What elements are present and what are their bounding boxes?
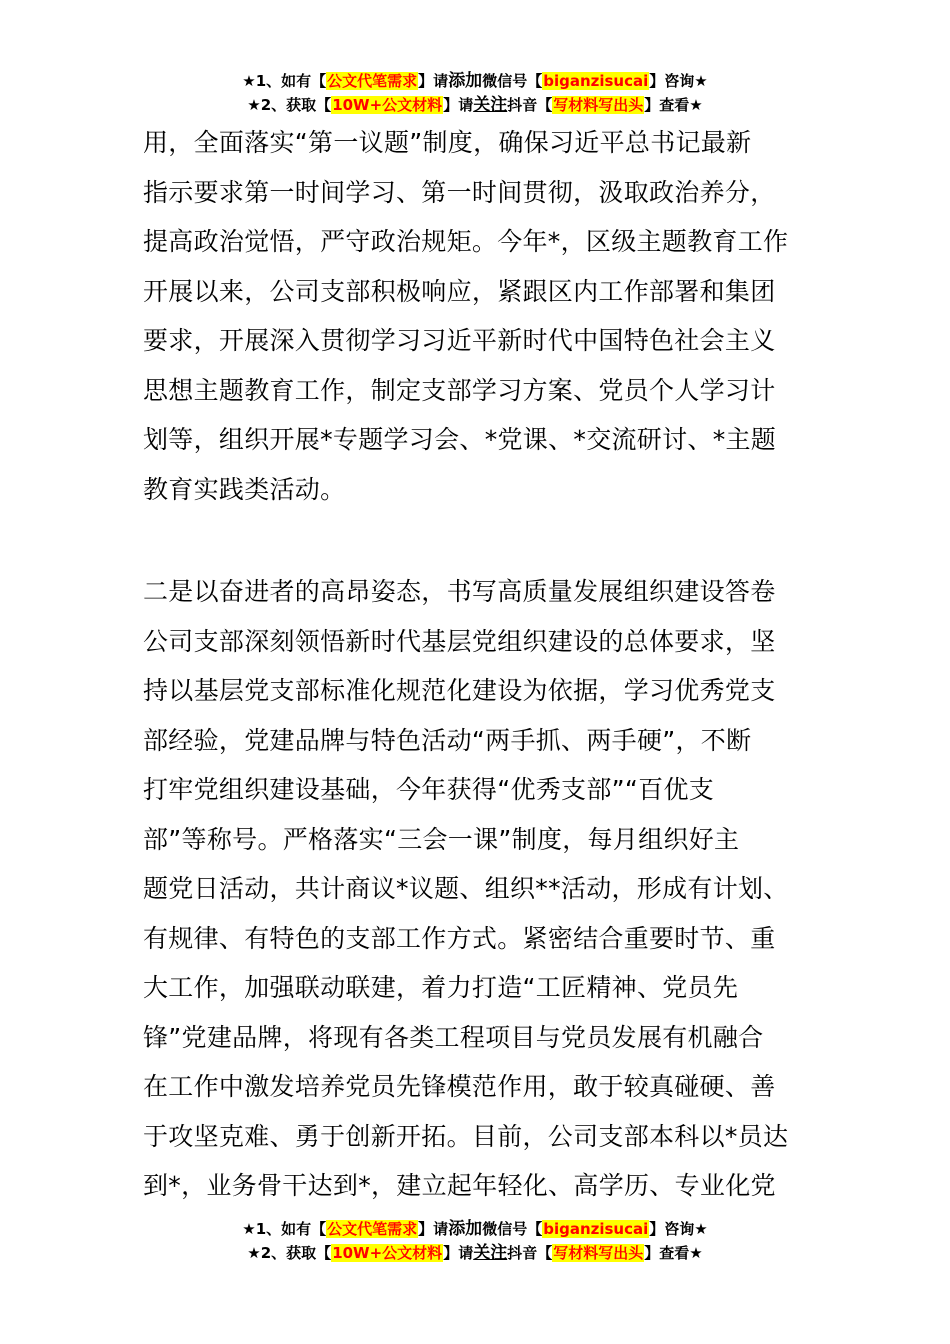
footer-banner-line-1	[0, 1218, 950, 1242]
text-line: 提高政治觉悟，严守政治规矩。今年*，区级主题教育工作	[143, 227, 789, 256]
text-line: 开展以来，公司支部积极响应，紧跟区内工作部署和集团	[143, 276, 776, 306]
footer-line-2-prefix: ★2、获取【	[247, 1244, 332, 1262]
footer-highlight-douyin-id: 写材料写出头	[553, 1244, 644, 1262]
text-line: 大工作，加强联动联建，着力打造“工匠精神、党员先	[143, 973, 739, 1002]
footer-line-2-middle2: 抖音【	[507, 1244, 553, 1262]
banner-line-1-middle2: 微信号【	[482, 72, 543, 90]
footer-line-1-emph: 添加	[448, 1219, 483, 1239]
banner-highlight-douyin-id: 写材料写出头	[553, 96, 644, 114]
text-line: 持以基层党支部标准化规范化建设为依据，学习优秀党支	[143, 676, 776, 705]
paragraph-2	[143, 567, 811, 1211]
footer-line-2-middle: 】请	[443, 1244, 474, 1262]
footer-line-2-suffix: 】查看★	[644, 1244, 703, 1262]
banner-line-2-suffix: 】查看★	[644, 96, 703, 114]
text-line: 指示要求第一时间学习、第一时间贯彻，汲取政治养分，	[143, 177, 776, 207]
banner-line-1-emph: 添加	[448, 71, 483, 91]
banner-line-1-middle: 】请	[418, 72, 449, 90]
text-line: 题党日活动，共计商议*议题、组织**活动，形成有计划、	[143, 874, 789, 903]
banner-highlight-service: 公文代笔需求	[327, 72, 418, 90]
text-line: 划等，组织开展*专题学习会、*党课、*交流研讨、*主题	[143, 425, 777, 454]
footer-line-1-middle2: 微信号【	[482, 1220, 543, 1238]
footer-line-1-suffix: 】咨询★	[649, 1220, 708, 1238]
paragraph-1	[143, 118, 811, 514]
text-line: 用，全面落实“第一议题”制度，确保习近平总书记最新	[143, 128, 752, 157]
footer-line-2-emph: 关注	[473, 1243, 508, 1263]
text-line: 锋”党建品牌，将现有各类工程项目与党员发展有机融合	[143, 1022, 764, 1052]
text-line: 于攻坚克难、勇于创新开拓。目前，公司支部本科以*员达	[143, 1121, 789, 1151]
text-line: 打牢党组织建设基础，今年获得“优秀支部”“百优支	[143, 775, 715, 804]
footer-highlight-wechat-id: biganzisucai	[543, 1220, 649, 1238]
banner-highlight-wechat-id: biganzisucai	[543, 72, 649, 90]
banner-line-1-prefix: ★1、如有【	[242, 72, 327, 90]
footer-highlight-service: 公文代笔需求	[327, 1220, 418, 1238]
banner-line-2-middle: 】请	[443, 96, 474, 114]
text-line: 部”等称号。严格落实“三会一课”制度，每月组织好主	[143, 824, 740, 854]
banner-line-1	[0, 70, 950, 94]
banner-line-2-prefix: ★2、获取【	[247, 96, 332, 114]
text-line: 要求，开展深入贯彻学习习近平新时代中国特色社会主义	[143, 326, 776, 355]
text-line: 有规律、有特色的支部工作方式。紧密结合重要时节、重	[143, 923, 776, 953]
banner-line-2	[0, 94, 950, 118]
text-line: 公司支部深刻领悟新时代基层党组织建设的总体要求，坚	[143, 626, 776, 656]
banner-line-1-suffix: 】咨询★	[649, 72, 708, 90]
banner-highlight-materials: 10W+公文材料	[332, 96, 443, 114]
footer-banner	[0, 1218, 950, 1266]
text-line: 部经验，党建品牌与特色活动“两手抓、两手硬”，不断	[143, 725, 752, 755]
banner-line-2-middle2: 抖音【	[507, 96, 553, 114]
section-heading-line: 二是以奋进者的高昂姿态，书写高质量发展组织建设答卷	[143, 577, 776, 606]
footer-banner-line-2	[0, 1242, 950, 1266]
footer-highlight-materials: 10W+公文材料	[332, 1244, 443, 1262]
footer-line-1-prefix: ★1、如有【	[242, 1220, 327, 1238]
text-line: 到*，业务骨干达到*，建立起年轻化、高学历、专业化党	[143, 1171, 776, 1200]
banner-line-2-emph: 关注	[473, 95, 508, 115]
footer-line-1-middle: 】请	[418, 1220, 449, 1238]
text-line: 教育实践类活动。	[143, 474, 346, 504]
text-line: 在工作中激发培养党员先锋模范作用，敢于较真碰硬、善	[143, 1072, 776, 1101]
text-line: 思想主题教育工作，制定支部学习方案、党员个人学习计	[143, 375, 776, 405]
header-banner	[0, 70, 950, 118]
